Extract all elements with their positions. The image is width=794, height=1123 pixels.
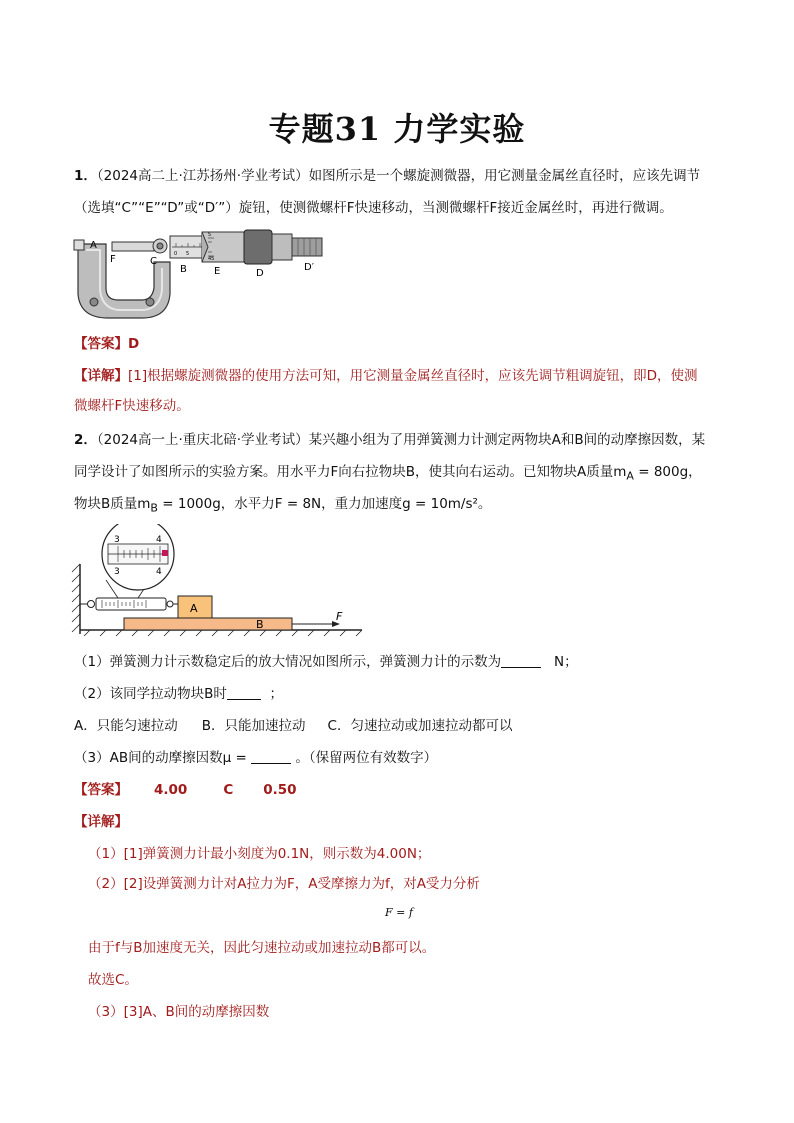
q2-option-b[interactable]: B．只能加速拉动 xyxy=(201,718,306,734)
q2-detail-tag: 【详解】 xyxy=(74,814,128,830)
q2-sub3-blank[interactable] xyxy=(251,749,291,764)
q2-stem-b: 同学设计了如图所示的实验方案。用水平力F向右拉物块B，使其向右运动。已知物块A质量m xyxy=(74,464,627,480)
q2-answer xyxy=(74,780,297,800)
q2-sub3-tail: 。（保留两位有效数字） xyxy=(295,750,438,766)
q2-answer-1: 4.00 xyxy=(154,782,188,798)
q2-number: 2． xyxy=(74,432,97,448)
micrometer-label-b: B xyxy=(180,264,187,275)
q2-sub2: （2）该同学拉动物块B时 ； xyxy=(74,686,283,702)
q2-mass-b-sub: B xyxy=(150,501,158,515)
q1-detail-tag: 【详解】 xyxy=(74,368,128,384)
q2-detail-3: 由于f与B加速度无关，因此匀速拉动或加速拉动B都可以。 xyxy=(88,940,436,956)
scale-tick-3-top: 3 xyxy=(114,535,120,545)
q1-answer xyxy=(74,334,139,354)
q2-stem-b-tail: = 800g， xyxy=(633,464,702,480)
q1-detail-line1 xyxy=(74,366,698,386)
spring-scale-figure xyxy=(70,524,370,640)
micrometer-label-f: F xyxy=(110,254,116,265)
q1-answer-tag: 【答案】 xyxy=(74,336,128,352)
micrometer-label-d: D xyxy=(256,268,264,279)
q1-detail-a: [1]根据螺旋测微器的使用方法可知，用它测量金属丝直径时，应该先调节粗调旋钮，即D，使测 xyxy=(128,368,698,384)
q2-detail-4: 故选C。 xyxy=(88,972,138,988)
force-f-label: F xyxy=(336,610,343,623)
q2-sub1 xyxy=(74,652,578,672)
q2-sub3 xyxy=(74,748,437,768)
q2-stem-line3 xyxy=(74,494,491,519)
q2-option-a[interactable]: A．只能匀速拉动 xyxy=(74,718,178,734)
q2-stem-a: 某兴趣小组为了用弹簧测力计测定两物块A和B间的动摩擦因数，某 xyxy=(308,432,706,448)
q1-stem-b: （选填“C”“E”“D”或“D′”）旋钮，使测微螺杆F快速移动，当测微螺杆F接近金属丝时，再进行微调。 xyxy=(74,200,673,216)
q2-stem-line2 xyxy=(74,462,702,487)
page-title: 专题31 力学实验 xyxy=(268,110,526,148)
q1-number: 1． xyxy=(74,168,97,184)
micrometer-label-c: C xyxy=(150,256,157,267)
micrometer-figure xyxy=(72,228,332,324)
scale-tick-4-top: 4 xyxy=(156,535,162,545)
q1-detail-line2: 微螺杆F快速移动。 xyxy=(74,398,190,414)
scale-tick-4-bottom: 4 xyxy=(156,567,162,577)
q1-source: （2024高二上·江苏扬州·学业考试） xyxy=(96,168,309,184)
q2-sub1-unit: N； xyxy=(553,654,578,670)
q2-options xyxy=(74,716,512,736)
q2-source: （2024高一上·重庆北碚·学业考试） xyxy=(96,432,309,448)
scale-tick-3-bottom: 3 xyxy=(114,567,120,577)
q2-answer-2: C xyxy=(223,782,234,798)
block-a-label: A xyxy=(190,602,198,615)
q2-sub1-blank[interactable] xyxy=(501,653,541,668)
q2-option-c[interactable]: C．匀速拉动或加速拉动都可以 xyxy=(327,718,513,734)
q2-detail-5: （3）[3]A、B间的动摩擦因数 xyxy=(88,1004,270,1020)
q1-stem-line1 xyxy=(74,166,700,186)
micrometer-label-dp: D′ xyxy=(304,262,314,273)
q2-sub2-text: （2）该同学拉动物块B时 xyxy=(74,686,227,702)
q2-detail-2: （2）[2]设弹簧测力计对A拉力为F，A受摩擦力为f，对A受力分析 xyxy=(88,876,480,892)
q2-mass-a-sub: A xyxy=(626,469,634,483)
micrometer-tick-5b: 5 xyxy=(208,232,212,238)
q2-stem-c-tail: = 1000g，水平力F = 8N，重力加速度g = 10m/s²。 xyxy=(157,496,492,512)
q2-answer-tag: 【答案】 xyxy=(74,782,128,798)
q2-answer-3: 0.50 xyxy=(263,782,297,798)
q2-sub1-text: （1）弹簧测力计示数稳定后的放大情况如图所示，弹簧测力计的示数为 xyxy=(74,654,502,670)
q2-detail-1: （1）[1]弹簧测力计最小刻度为0.1N，则示数为4.00N； xyxy=(88,846,431,862)
q2-stem-c: 物块B质量m xyxy=(74,496,151,512)
q1-answer-value: D xyxy=(128,336,140,352)
q2-equation: F = f xyxy=(385,906,413,919)
micrometer-tick-5: 5 xyxy=(186,251,190,257)
q1-stem-a: 如图所示是一个螺旋测微器，用它测量金属丝直径时，应该先调节 xyxy=(308,168,701,184)
micrometer-tick-45: 45 xyxy=(208,256,215,262)
q2-stem-line1 xyxy=(74,430,705,450)
q2-sub3-text: （3）AB间的动摩擦因数μ = xyxy=(74,750,252,766)
q2-sub2-blank[interactable] xyxy=(227,685,261,700)
block-b-label: B xyxy=(256,618,264,631)
micrometer-tick-0: 0 xyxy=(174,251,178,257)
micrometer-label-a: A xyxy=(90,240,97,251)
micrometer-label-e: E xyxy=(214,266,221,277)
q1-stem-line2 xyxy=(74,198,673,218)
